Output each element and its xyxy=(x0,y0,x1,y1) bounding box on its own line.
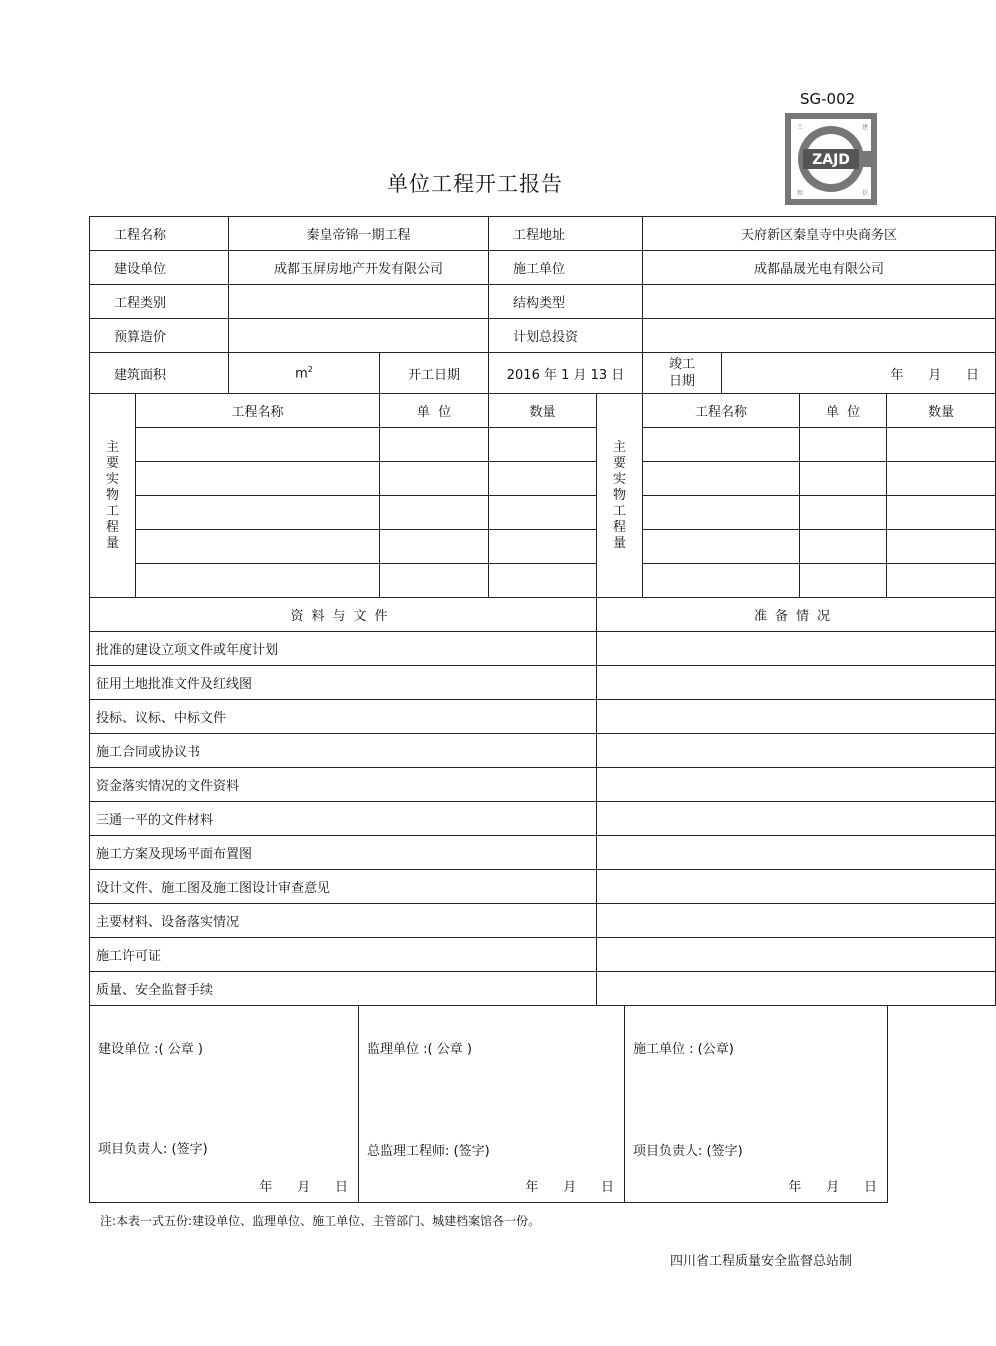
start-date-value[interactable]: 2016 年 1 月 13 日 xyxy=(489,353,643,394)
doc-row xyxy=(90,836,996,870)
signature-box-contractor[interactable] xyxy=(625,1006,888,1203)
supervisor-seal-label: 监理单位 :( 公章 ) xyxy=(367,1042,472,1057)
qty-col-qty-left: 数量 xyxy=(489,394,597,428)
doc-status[interactable] xyxy=(597,666,996,700)
doc-item: 投标、议标、中标文件 xyxy=(90,700,597,734)
finish-date-value[interactable]: 年 月 日 xyxy=(722,353,996,394)
qty-col-name-left: 工程名称 xyxy=(136,394,380,428)
qty-col-unit-right: 单 位 xyxy=(800,394,887,428)
doc-row xyxy=(90,768,996,802)
builder-seal-label: 建设单位 :( 公章 ) xyxy=(98,1042,203,1057)
doc-item: 质量、安全监督手续 xyxy=(90,972,597,1006)
doc-item: 三通一平的文件材料 xyxy=(90,802,597,836)
doc-row xyxy=(90,938,996,972)
qty-row xyxy=(90,564,996,598)
signature-table xyxy=(89,1005,888,1203)
project-name-label: 工程名称 xyxy=(90,217,229,251)
doc-status[interactable] xyxy=(597,938,996,972)
project-address-label: 工程地址 xyxy=(489,217,643,251)
doc-status[interactable] xyxy=(597,904,996,938)
contractor-label: 施工单位 xyxy=(489,251,643,285)
doc-status[interactable] xyxy=(597,870,996,904)
quantities-side-label-right: 主 要 实 物 工 程 量 xyxy=(597,394,643,598)
doc-row xyxy=(90,972,996,1006)
qty-row xyxy=(90,496,996,530)
category-value[interactable] xyxy=(229,285,489,319)
qty-col-unit-left: 单 位 xyxy=(380,394,489,428)
area-label: 建筑面积 xyxy=(90,353,229,394)
doc-item: 施工合同或协议书 xyxy=(90,734,597,768)
signature-box-supervisor[interactable] xyxy=(359,1006,625,1203)
issuer-footer: 四川省工程质量安全监督总站制 xyxy=(670,1254,853,1269)
investment-value[interactable] xyxy=(643,319,996,353)
area-value[interactable] xyxy=(229,353,380,394)
doc-status[interactable] xyxy=(597,836,996,870)
doc-item: 设计文件、施工图及施工图设计审查意见 xyxy=(90,870,597,904)
investment-label: 计划总投资 xyxy=(489,319,643,353)
structure-label: 结构类型 xyxy=(489,285,643,319)
project-address-value[interactable]: 天府新区秦皇寺中央商务区 xyxy=(643,217,996,251)
doc-item: 征用土地批准文件及红线图 xyxy=(90,666,597,700)
logo-corner-tl: 工 xyxy=(797,124,804,131)
builder-sign-date: 年 月 日 xyxy=(259,1180,348,1195)
supervisor-person-label: 总监理工程师: (签字) xyxy=(367,1144,490,1159)
contractor-sign-date: 年 月 日 xyxy=(788,1180,877,1195)
doc-item: 施工许可证 xyxy=(90,938,597,972)
qty-col-name-right: 工程名称 xyxy=(643,394,800,428)
logo-corner-tr: 建 xyxy=(862,124,869,131)
doc-status[interactable] xyxy=(597,768,996,802)
finish-date-label: 竣工 日期 xyxy=(643,353,722,394)
structure-value[interactable] xyxy=(643,285,996,319)
doc-item: 批准的建设立项文件或年度计划 xyxy=(90,632,597,666)
contractor-person-label: 项目负责人: (签字) xyxy=(633,1144,743,1159)
area-unit: m xyxy=(295,366,308,382)
quantities-side-label-left: 主 要 实 物 工 程 量 xyxy=(90,394,136,598)
builder-person-label: 项目负责人: (签字) xyxy=(98,1142,208,1157)
docs-header-right: 准备情况 xyxy=(597,598,996,632)
doc-row xyxy=(90,904,996,938)
start-date-label: 开工日期 xyxy=(380,353,489,394)
doc-status[interactable] xyxy=(597,802,996,836)
qty-row xyxy=(90,530,996,564)
signature-box-builder[interactable] xyxy=(90,1006,359,1203)
doc-status[interactable] xyxy=(597,700,996,734)
doc-row xyxy=(90,666,996,700)
doc-status[interactable] xyxy=(597,972,996,1006)
doc-row xyxy=(90,870,996,904)
doc-item: 主要材料、设备落实情况 xyxy=(90,904,597,938)
logo-text: ZAJD xyxy=(812,152,850,168)
logo-corner-br: 信 xyxy=(862,190,869,197)
qty-row xyxy=(90,428,996,462)
doc-item: 施工方案及现场平面布置图 xyxy=(90,836,597,870)
category-label: 工程类别 xyxy=(90,285,229,319)
form-code: SG-002 xyxy=(800,90,856,108)
doc-row xyxy=(90,734,996,768)
doc-status[interactable] xyxy=(597,632,996,666)
supervisor-sign-date: 年 月 日 xyxy=(525,1180,614,1195)
contractor-seal-label: 施工单位 : (公章) xyxy=(633,1042,734,1057)
doc-item: 资金落实情况的文件资料 xyxy=(90,768,597,802)
page-title: 单位工程开工报告 xyxy=(387,172,563,196)
builder-value[interactable]: 成都玉屏房地产开发有限公司 xyxy=(229,251,489,285)
report-table xyxy=(89,216,996,1006)
budget-value[interactable] xyxy=(229,319,489,353)
area-unit-sup: 2 xyxy=(307,364,313,374)
docs-header-left: 资料与文件 xyxy=(90,598,597,632)
builder-label: 建设单位 xyxy=(90,251,229,285)
contractor-value[interactable]: 成都晶晟光电有限公司 xyxy=(643,251,996,285)
project-name-value[interactable]: 秦皇帝锦一期工程 xyxy=(229,217,489,251)
doc-row xyxy=(90,700,996,734)
qty-col-qty-right: 数量 xyxy=(887,394,996,428)
doc-status[interactable] xyxy=(597,734,996,768)
qty-row xyxy=(90,462,996,496)
doc-row xyxy=(90,632,996,666)
doc-row xyxy=(90,802,996,836)
logo-corner-bl: 和 xyxy=(797,190,804,197)
budget-label: 预算造价 xyxy=(90,319,229,353)
footnote: 注:本表一式五份:建设单位、监理单位、施工单位、主管部门、城建档案馆各一份。 xyxy=(100,1214,541,1228)
